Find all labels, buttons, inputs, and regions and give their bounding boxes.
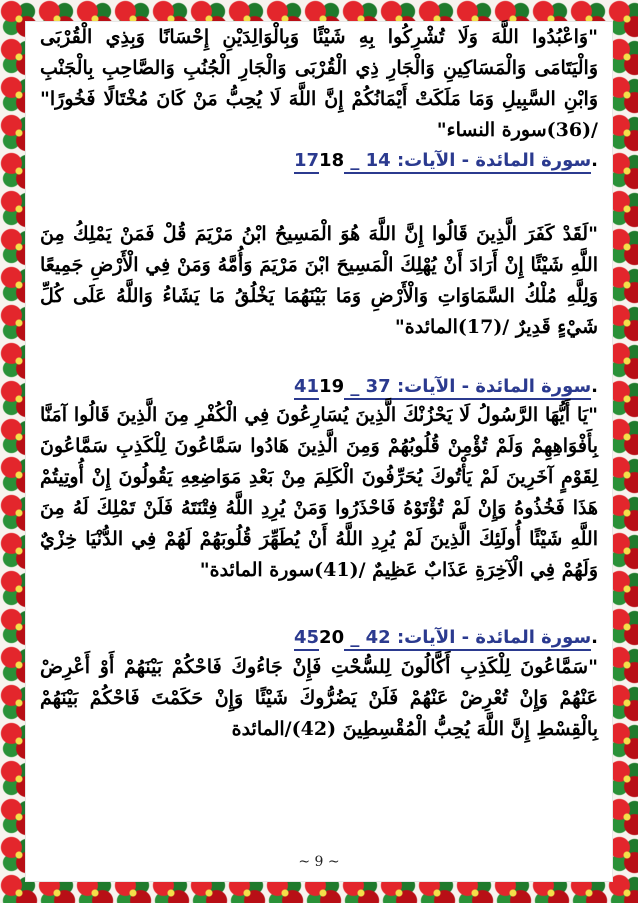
section-heading-19: [40, 375, 598, 399]
section-number: 19.: [319, 376, 598, 397]
section-number: 20.: [319, 627, 598, 648]
page-content: [26, 22, 612, 881]
section-heading-20: [40, 626, 598, 650]
section-heading-18: [40, 149, 598, 173]
verse-text-block-0: "وَاعْبُدُوا اللَّهَ وَلَا تُشْرِكُوا بِهِ شَيْئًا وَبِالْوَالِدَيْنِ إِحْسَانًا وَبِذِي الْقُرْبَى وَالْيَتَامَى وَالْمَسَاكِينِ وَالْجَارِ ذِي الْقُرْبَى وَالْجَارِ الْجُنُبِ وَالصَّاحِبِ بِالْجَنْبِ وَابْنِ السَّبِيلِ وَمَا مَلَكَتْ أَيْمَانُكُمْ إِنَّ اللَّهَ لَا يُحِبُّ مَنْ كَانَ مُخْتَالًا فَخُورًا" /(36)سورة النساء": [40, 26, 598, 141]
page-number: ~ 9 ~: [298, 854, 340, 870]
section-number: 18.: [319, 150, 598, 171]
verse-text-block-19: "يَا أَيُّهَا الرَّسُولُ لَا يَحْزُنْكَ الَّذِينَ يُسَارِعُونَ فِي الْكُفْرِ مِنَ الَّذِينَ قَالُوا آمَنَّا بِأَفْوَاهِهِمْ وَلَمْ تُؤْمِنْ قُلُوبُهُمْ وَمِنَ الَّذِينَ هَادُوا سَمَّاعُونَ لِلْكَذِبِ سَمَّاعُونَ لِقَوْمٍ آخَرِينَ لَمْ يَأْتُوكَ يُحَرِّفُونَ الْكَلِمَ مِنْ بَعْدِ مَوَاضِعِهِ يَقُولُونَ إِنْ أُوتِيتُمْ هَذَا فَخُذُوهُ وَإِنْ لَمْ تُؤْتَوْهُ فَاحْذَرُوا وَمَنْ يُرِدِ اللَّهُ فِتْنَتَهُ فَلَنْ تَمْلِكَ لَهُ مِنَ اللَّهِ شَيْئًا أُولَئِكَ الَّذِينَ لَمْ يُرِدِ اللَّهُ أَنْ يُطَهِّرَ قُلُوبَهُمْ لَهُمْ فِي الدُّنْيَا خِزْيٌ وَلَهُمْ فِي الْآخِرَةِ عَذَابٌ عَظِيمٌ /(41)سورة المائدة": [40, 404, 598, 581]
surah-title: سورة المائدة - الآيات: 42 _ 45: [294, 627, 591, 651]
surah-title: سورة المائدة - الآيات: 37 _ 41: [294, 376, 591, 400]
verse-text-block-20: "سَمَّاعُونَ لِلْكَذِبِ أَكَّالُونَ لِلسُّحْتِ فَإِنْ جَاءُوكَ فَاحْكُمْ بَيْنَهُمْ أَوْ أَعْرِضْ عَنْهُمْ وَإِنْ تُعْرِضْ عَنْهُمْ فَلَنْ يَضُرُّوكَ شَيْئًا وَإِنْ حَكَمْتَ فَاحْكُمْ بَيْنَهُمْ بِالْقِسْطِ إِنَّ اللَّهَ يُحِبُّ الْمُقْسِطِينَ (42)/المائدة: [40, 656, 598, 740]
surah-title: سورة المائدة - الآيات: 14 _ 17: [294, 150, 591, 174]
verse-text-block-18: "لَقَدْ كَفَرَ الَّذِينَ قَالُوا إِنَّ اللَّهَ هُوَ الْمَسِيحُ ابْنُ مَرْيَمَ قُلْ فَمَنْ يَمْلِكُ مِنَ اللَّهِ شَيْئًا إِنْ أَرَادَ أَنْ يُهْلِكَ الْمَسِيحَ ابْنَ مَرْيَمَ وَأُمَّهُ وَمَنْ فِي الْأَرْضِ جَمِيعًا وَلِلَّهِ مُلْكُ السَّمَاوَاتِ وَالْأَرْضِ وَمَا بَيْنَهُمَا يَخْلُقُ مَا يَشَاءُ وَاللَّهُ عَلَى كُلِّ شَيْءٍ قَدِيرٌ /(17)المائدة": [40, 223, 598, 338]
